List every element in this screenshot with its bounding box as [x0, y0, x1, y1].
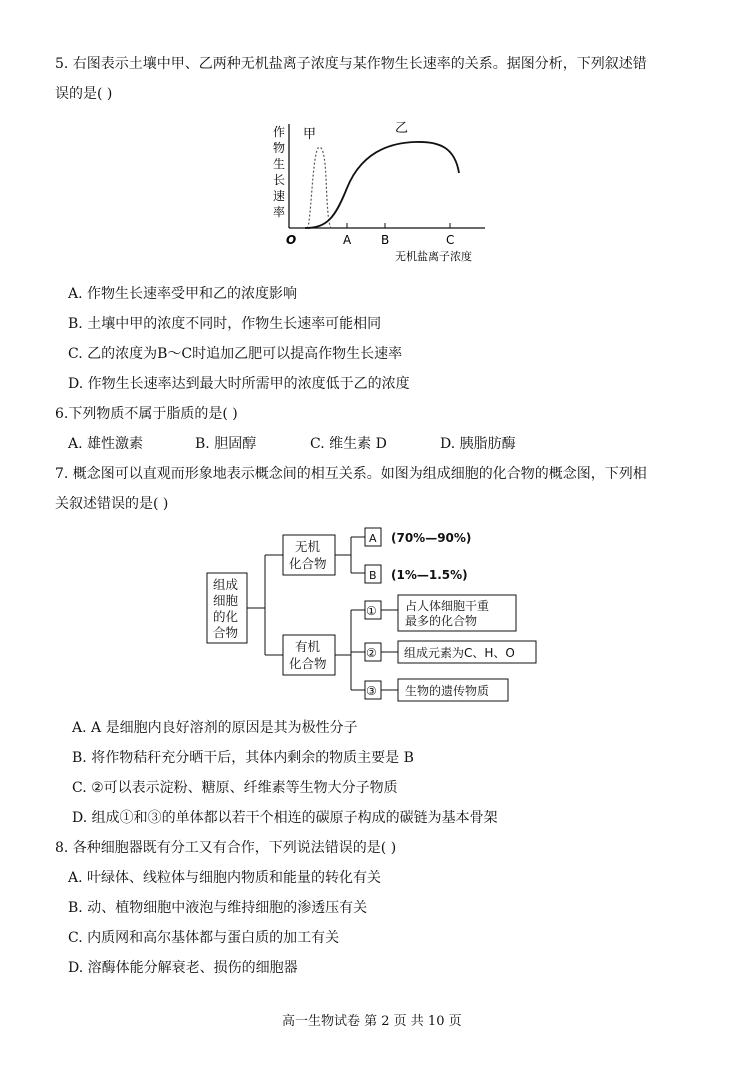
q7-label-A: A	[369, 532, 377, 545]
q7-concept-map	[205, 525, 550, 710]
q8-option-b: B. 动、植物细胞中液泡与维持细胞的渗透压有关	[68, 900, 368, 916]
q7-option-c: C. ②可以表示淀粉、糖原、纤维素等生物大分子物质	[72, 780, 398, 796]
q5-curve-jia-label: 甲	[303, 127, 317, 142]
page-footer: 高一生物试卷 第 2 页 共 10 页	[282, 1014, 462, 1029]
q8-stem: 8. 各种细胞器既有分工又有合作，下列说法错误的是( )	[55, 840, 397, 856]
q5-ylabel-char: 率	[273, 205, 286, 219]
q8-option-a: A. 叶绿体、线粒体与细胞内物质和能量的转化有关	[68, 870, 382, 886]
q6-option-d: D. 胰脂肪酶	[440, 436, 516, 452]
q5-tick-label-B: B	[381, 233, 390, 247]
q5-xlabel: 无机盐离子浓度	[395, 250, 472, 263]
q5-option-c: C. 乙的浓度为B～C时追加乙肥可以提高作物生长速率	[68, 346, 403, 362]
q6-option-a: A. 雄性激素	[68, 436, 144, 452]
q5-tick-label-C: C	[446, 233, 455, 247]
q7-option-d: D. 组成①和③的单体都以若干个相连的碳原子构成的碳链为基本骨架	[72, 810, 498, 826]
q7-desc-1: 最多的化合物	[405, 614, 478, 628]
q7-B-percent: (1%—1.5%)	[391, 568, 468, 582]
q5-ylabel-char: 长	[273, 173, 286, 187]
q7-inorganic-text: 无机	[295, 539, 321, 554]
q5-tick-label-A: A	[343, 233, 352, 247]
q6-stem: 6.下列物质不属于脂质的是( )	[55, 406, 238, 422]
q7-label-1: ①	[366, 604, 377, 618]
q7-option-a: A. A 是细胞内良好溶剂的原因是其为极性分子	[72, 720, 358, 736]
q6-option-b: B. 胆固醇	[195, 436, 257, 452]
q7-organic-text: 有机	[295, 639, 321, 654]
q8-option-c: C. 内质网和高尔基体都与蛋白质的加工有关	[68, 930, 340, 946]
q5-origin-label: O	[286, 233, 297, 247]
q6-option-c: C. 维生素 D	[310, 436, 387, 452]
q5-stem-line2: 误的是( )	[55, 86, 113, 102]
q7-root-text: 细胞	[213, 593, 239, 608]
q7-desc-1: 占人体细胞干重	[405, 599, 490, 613]
q5-curve-yi-label: 乙	[395, 121, 409, 136]
q7-stem-line2: 关叙述错误的是( )	[55, 496, 169, 512]
q7-desc-2: 组成元素为C、H、O	[404, 646, 515, 660]
q5-ylabel-char: 生	[273, 157, 286, 171]
q7-root-text: 组成	[213, 577, 239, 592]
q5-option-a: A. 作物生长速率受甲和乙的浓度影响	[68, 286, 298, 302]
q5-ylabel-char: 物	[273, 141, 286, 155]
q5-ylabel-char: 速	[273, 189, 286, 203]
q5-option-d: D. 作物生长速率达到最大时所需甲的浓度低于乙的浓度	[68, 376, 410, 392]
q5-curve-jia	[307, 147, 331, 228]
q5-stem-line1: 5. 右图表示土壤中甲、乙两种无机盐离子浓度与某作物生长速率的关系。据图分析，下列叙述错	[55, 56, 647, 72]
q7-label-3: ③	[366, 684, 377, 698]
q7-label-B: B	[369, 569, 377, 582]
q7-root-text: 的化	[213, 609, 239, 624]
q7-stem-line1: 7. 概念图可以直观而形象地表示概念间的相互关系。如图为组成细胞的化合物的概念图，下列相	[55, 466, 647, 482]
q7-label-2: ②	[366, 646, 377, 660]
q5-option-b: B. 土壤中甲的浓度不同时，作物生长速率可能相同	[68, 316, 382, 332]
q8-option-d: D. 溶酶体能分解衰老、损伤的细胞器	[68, 960, 298, 976]
q5-ylabel-char: 作	[273, 125, 286, 139]
q5-growth-rate-chart	[265, 118, 505, 268]
q7-inorganic-text: 化合物	[289, 556, 327, 571]
q7-option-b: B. 将作物秸秆充分晒干后，其体内剩余的物质主要是 B	[72, 750, 414, 766]
q7-A-percent: (70%—90%)	[391, 531, 472, 545]
q7-desc-3: 生物的遗传物质	[405, 684, 490, 698]
q7-root-text: 合物	[213, 625, 239, 640]
q7-organic-text: 化合物	[289, 656, 327, 671]
